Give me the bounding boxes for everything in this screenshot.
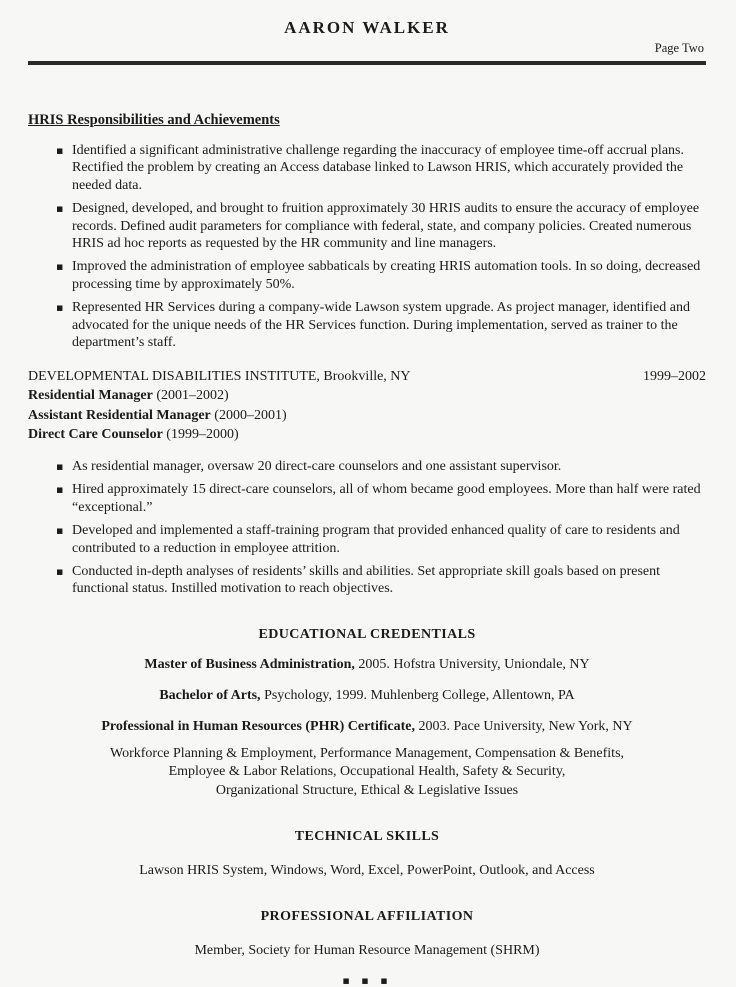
bullet-text: Hired approximately 15 direct-care counselors, all of whom became good employees. More than half were rated “exceptional.” <box>72 482 701 515</box>
section-heading-technical-skills: TECHNICAL SKILLS <box>294 829 440 845</box>
list-item <box>28 481 706 516</box>
hris-bullet-list <box>28 142 706 351</box>
degree-details: Psychology, 1999. Muhlenberg College, Allentown, PA <box>260 687 575 703</box>
experience-bullet-list <box>28 458 706 598</box>
employment-dates: 1999–2002 <box>643 369 706 385</box>
bullet-icon: ▪ <box>56 301 64 315</box>
end-of-resume-marker: ▪ ▪ ▪ <box>342 974 392 987</box>
section-heading-hris: HRIS Responsibilities and Achievements <box>28 112 280 128</box>
degree-details: 2003. Pace University, New York, NY <box>415 718 633 734</box>
list-item <box>28 299 706 351</box>
affiliation-line: Member, Society for Human Resource Management (SHRM) <box>194 943 540 959</box>
section-heading-education: EDUCATIONAL CREDENTIALS <box>258 626 476 642</box>
section-heading-affiliation: PROFESSIONAL AFFILIATION <box>260 909 474 925</box>
bullet-text: Represented HR Services during a company-wide Lawson system upgrade. As project manager, identified and advocated for the unique needs of the HR Services function. During implementation, served as trainer to the department’s staff. <box>72 300 690 351</box>
job-title-line <box>28 386 706 406</box>
degree-name: Professional in Human Resources (PHR) Certificate, <box>101 718 415 734</box>
education-entry <box>28 687 706 705</box>
list-item <box>28 200 706 252</box>
bullet-icon: ▪ <box>56 483 64 497</box>
list-item <box>28 522 706 557</box>
list-item <box>28 142 706 194</box>
page-title: AARON WALKER <box>284 18 450 37</box>
degree-name: Bachelor of Arts, <box>159 687 261 703</box>
bullet-text: Identified a significant administrative challenge regarding the inaccuracy of employee time-off accrual plans. Rectified the problem by creating an Access database linked to Lawson HRIS, which accurately provided the needed data. <box>72 143 684 193</box>
job-title-line <box>28 406 706 426</box>
topic-line: Organizational Structure, Ethical & Legislative Issues <box>215 782 519 798</box>
technical-skills-line: Lawson HRIS System, Windows, Word, Excel, PowerPoint, Outlook, and Access <box>139 863 595 879</box>
bullet-text: As residential manager, oversaw 20 direct-care counselors and one assistant supervisor. <box>72 458 562 474</box>
bullet-icon: ▪ <box>56 144 64 157</box>
job-years: (1999–2000) <box>162 427 239 443</box>
employer-name: DEVELOPMENTAL DISABILITIES INSTITUTE, Brookville, NY <box>28 369 411 385</box>
degree-details: 2005. Hofstra University, Uniondale, NY <box>354 656 590 672</box>
job-title-line <box>28 425 706 445</box>
list-item <box>28 458 706 475</box>
job-years: (2001–2002) <box>152 388 229 404</box>
list-item <box>28 258 706 293</box>
header-divider <box>28 61 706 65</box>
education-entry <box>28 656 706 674</box>
bullet-text: Developed and implemented a staff-training program that provided enhanced quality of care to residents and contributed to a reduction in employee attrition. <box>72 523 680 556</box>
bullet-icon: ▪ <box>56 459 64 473</box>
bullet-icon: ▪ <box>56 260 64 274</box>
job-title: Direct Care Counselor <box>28 427 163 443</box>
bullet-icon: ▪ <box>56 565 64 578</box>
job-title: Assistant Residential Manager <box>28 407 211 423</box>
bullet-text: Conducted in-depth analyses of residents’ skills and abilities. Set appropriate skill goals based on present functional status. Instilled motivation to reach objectives. <box>72 564 660 597</box>
bullet-icon: ▪ <box>56 202 64 216</box>
bullet-text: Designed, developed, and brought to fruition approximately 30 HRIS audits to ensure the accuracy of employee records. Defined audit parameters for compliance with federal, state, and company policies. Created numerous HRIS ad hoc reports as requested by the HR community and line managers. <box>72 201 700 252</box>
education-entry <box>28 718 706 736</box>
employer-row <box>28 368 706 386</box>
bullet-text: Improved the administration of employee sabbaticals by creating HRIS automation tools. In so doing, decreased processing time by approximately 50%. <box>72 259 701 292</box>
phr-topics <box>28 745 706 801</box>
bullet-icon: ▪ <box>56 524 64 538</box>
degree-name: Master of Business Administration, <box>144 656 355 672</box>
job-years: (2000–2001) <box>210 407 287 423</box>
list-item <box>28 563 706 598</box>
page-number-label: Page Two <box>654 41 704 55</box>
topic-line: Employee & Labor Relations, Occupational Health, Safety & Security, <box>168 764 566 780</box>
job-title: Residential Manager <box>28 388 153 404</box>
topic-line: Workforce Planning & Employment, Performance Management, Compensation & Benefits, <box>109 745 625 761</box>
